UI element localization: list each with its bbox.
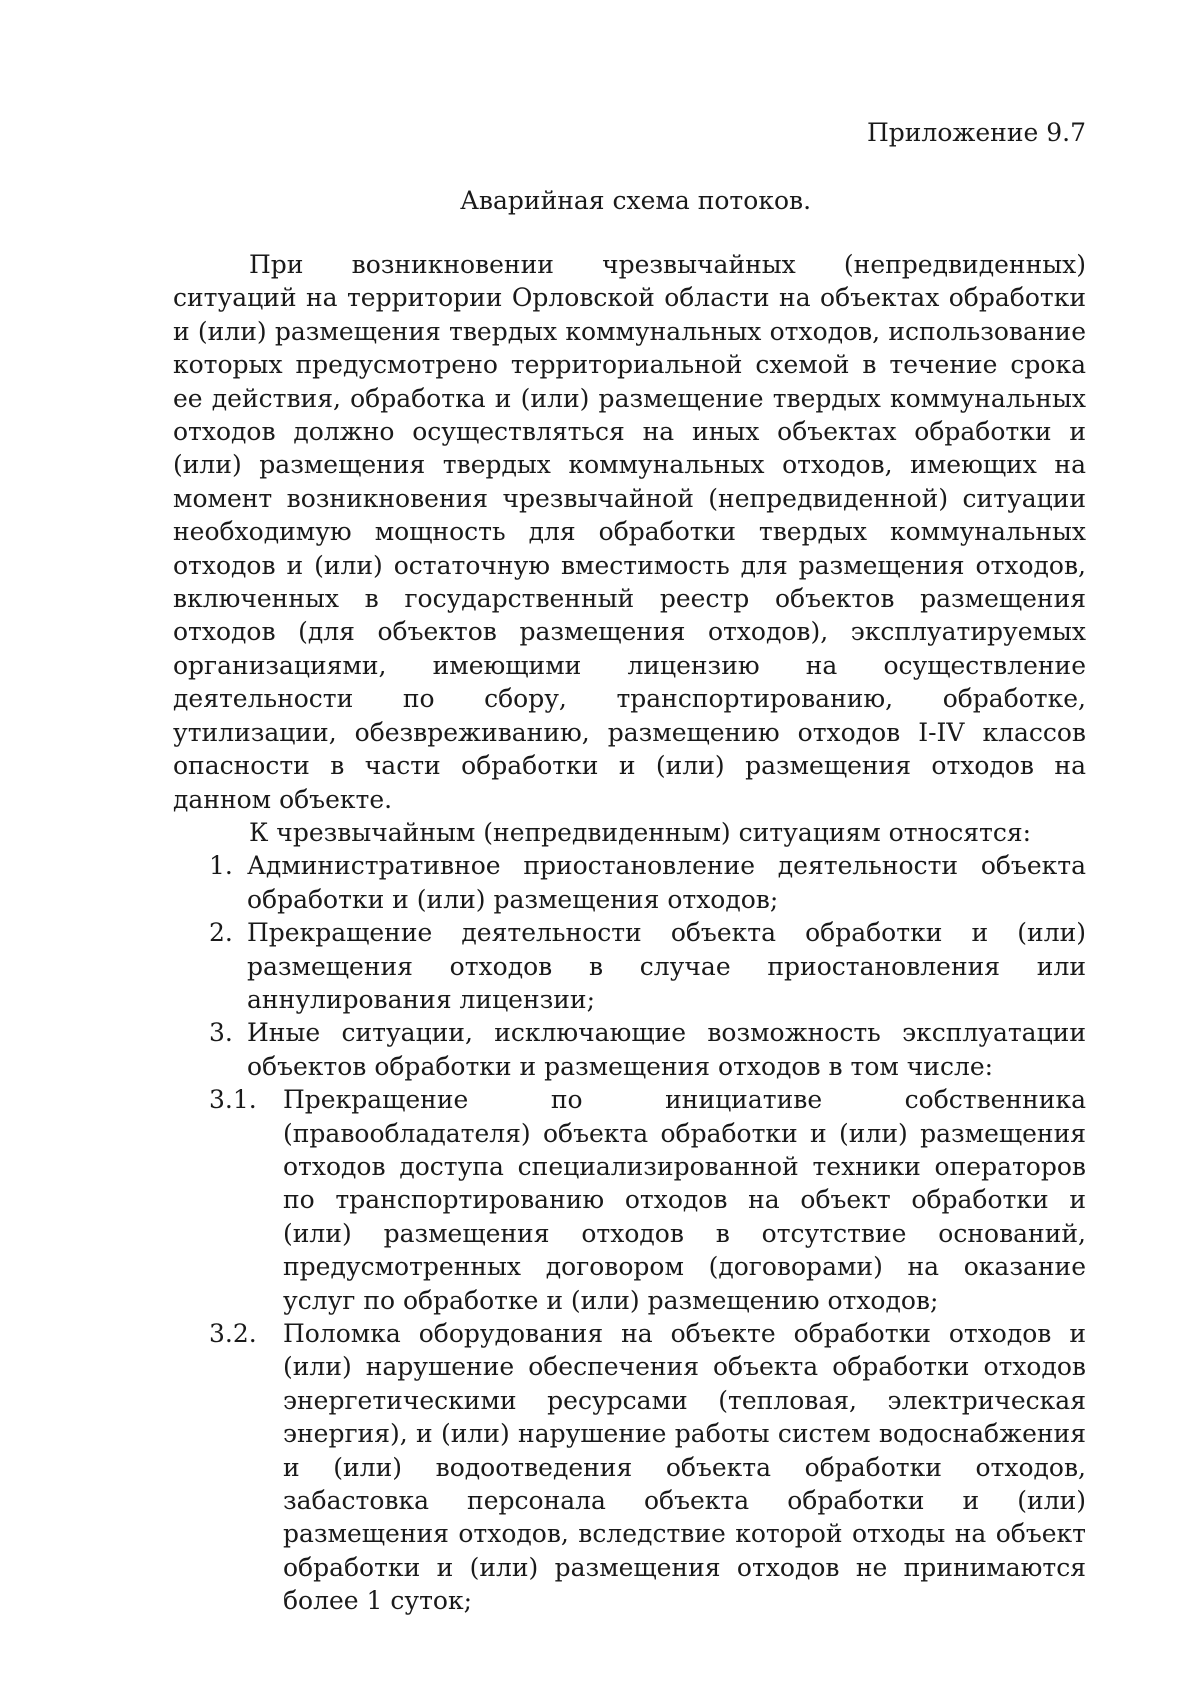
main-paragraph: При возникновении чрезвычайных (непредвиденных) ситуаций на территории Орловской области на объектах обработки и (или) размещения твердых коммунальных отходов, использование которых предусмотрено территориальной схемой в течение срока ее действия, обработка и (или) размещение твердых коммунальных отходов должно осуществляться на иных объектах обработки и (или) размещения твердых коммунальных отходов, имеющих на момент возникновения чрезвычайной (непредвиденной) ситуации необходимую мощность для обработки твердых коммунальных отходов и (или) остаточную вместимость для размещения отходов, включенных в государственный реестр объектов размещения отходов (для объектов размещения отходов), эксплуатируемых организациями, имеющими лицензию на осуществление деятельности по сбору, транспортированию, обработке, утилизации, обезвреживанию, размещению отходов I-IV классов опасности в части обработки и (или) размещения отходов на данном объекте.	[173, 250, 1086, 814]
appendix-label: Приложение 9.7	[866, 118, 1086, 147]
list-subitem-3-1	[173, 1083, 1086, 1317]
document-title: Аварийная схема потоков.	[460, 186, 812, 215]
list-subitem-text: Прекращение по инициативе собственника (правообладателя) объекта обработки и (или) размещения отходов доступа специализированной техники операторов по транспортированию отходов на объект обработки и (или) размещения отходов в отсутствие оснований, предусмотренных договором (договорами) на оказание услуг по обработке и (или) размещению отходов;	[283, 1085, 1086, 1315]
list-item-1	[173, 849, 1086, 916]
list-item-text: Прекращение деятельности объекта обработки и (или) размещения отходов в случае приостановления или аннулирования лицензии;	[247, 918, 1086, 1014]
list-lead: К чрезвычайным (непредвиденным) ситуациям относятся:	[249, 817, 1032, 847]
list-subitem-number: 3.2.	[209, 1319, 257, 1348]
list-item-text: Иные ситуации, исключающие возможность эксплуатации объектов обработки и размещения отходов в том числе:	[247, 1018, 1086, 1081]
list-item-number: 2.	[209, 918, 233, 948]
list-item-2	[173, 916, 1086, 1016]
list-item-text: Административное приостановление деятельности объекта обработки и (или) размещения отходов;	[247, 851, 1086, 914]
list-subitem-text: Поломка оборудования на объекте обработки отходов и (или) нарушение обеспечения объекта обработки отходов энергетическими ресурсами (тепловая, электрическая энергия), и (или) нарушение работы систем водоснабжения и (или) водоотведения объекта обработки отходов, забастовка персонала объекта обработки и (или) размещения отходов, вследствие которой отходы на объект обработки и (или) размещения отходов не принимаются более 1 суток;	[283, 1319, 1086, 1616]
list-item-number: 1.	[209, 851, 233, 881]
list-item-number: 3.	[209, 1018, 233, 1048]
list-subitem-3-2	[173, 1317, 1086, 1618]
list-item-3	[173, 1016, 1086, 1083]
document-body	[173, 248, 1086, 1618]
list-subitem-number: 3.1.	[209, 1085, 257, 1115]
